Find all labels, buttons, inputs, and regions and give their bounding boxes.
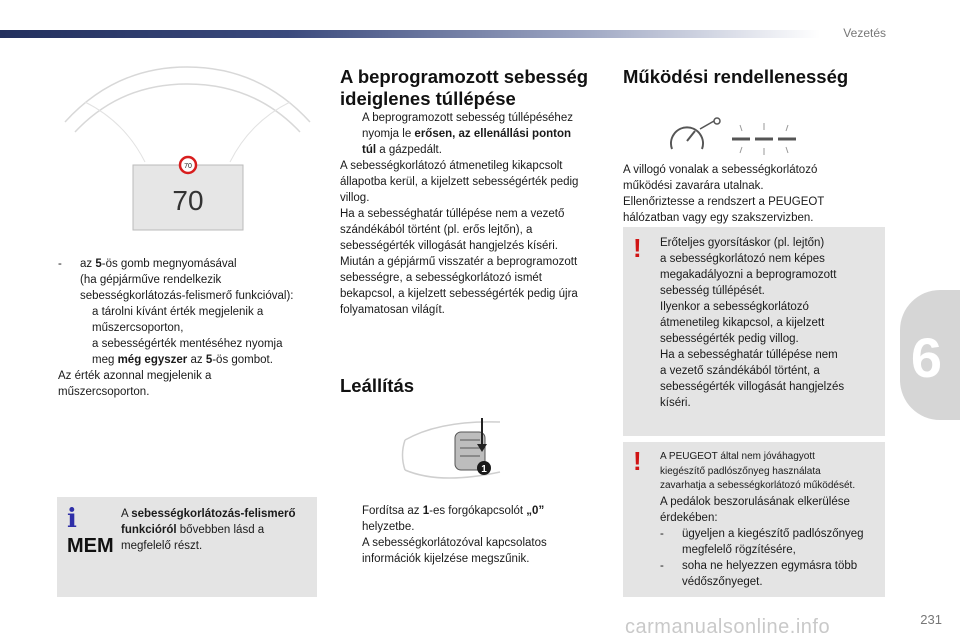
list-item: - ügyeljen a kiegészítő padlószőnyeg	[660, 527, 864, 540]
body-text: állapotba kerül, a kijelzett sebességérték pedig	[340, 176, 579, 188]
body-text: szándékából történt (pl. erős lejtőn), a	[340, 224, 533, 236]
body-text: Miután a gépjármű visszatér a beprogramozott	[340, 256, 578, 268]
list-item: Fordítsa az 1-es forgókapcsolót „0”	[340, 503, 605, 519]
list-item: - az 5-ös gomb megnyomásával	[58, 258, 237, 270]
section-heading-override: A beprogramozott sebesség ideiglenes túllépése	[340, 66, 589, 109]
list-item: - soha ne helyezzen egymásra több	[660, 559, 858, 572]
chapter-number: 6	[910, 326, 942, 389]
list-dash: -	[58, 258, 62, 270]
list-text: sebességkorlátozás-felismerő funkcióval):	[80, 290, 294, 302]
stop-instructions: Fordítsa az 1-es forgókapcsolót „0” helyzetbe. A sebességkorlátozóval kapcsolatos információk kijelzése megszűnik.	[340, 503, 605, 567]
header-accent-bar	[0, 30, 820, 38]
warning-box	[623, 442, 885, 597]
body-text: műszercsoporton.	[58, 386, 150, 398]
section-title: Vezetés	[843, 26, 886, 40]
body-text: folyamatosan világít.	[340, 304, 445, 316]
list-text: műszercsoporton,	[92, 322, 184, 334]
watermark: carmanualsonline.info	[625, 616, 831, 638]
control-stalk-illustration	[400, 410, 510, 490]
sub-list-item: a sebességérték mentéséhez nyomja	[58, 336, 323, 352]
speed-sign-value: 70	[184, 163, 192, 170]
speed-display-value: 70	[172, 185, 204, 216]
arrow-bullet-icon	[80, 304, 92, 320]
memory-instructions	[58, 256, 323, 400]
list-text: meg még egyszer az 5-ös gombot.	[92, 354, 273, 366]
arrow-bullet-icon	[80, 336, 92, 352]
sub-list-item: a tárolni kívánt érték megjelenik a	[58, 304, 323, 320]
svg-text:1: 1	[481, 464, 487, 475]
page-number: 231	[920, 612, 942, 627]
warning-icon: !	[633, 233, 642, 263]
list-item: A beprogramozott sebesség túllépéséhez	[340, 110, 605, 126]
section-heading-malfunction: Működési rendellenesség	[623, 66, 849, 87]
arrow-bullet-icon	[340, 503, 362, 519]
instrument-cluster-illustration	[55, 62, 320, 242]
body-text: Ha a sebességhatár túllépése nem a vezető	[340, 208, 565, 220]
info-text: A sebességkorlátozás-felismerő funkcióról bővebben lásd a megfelelő részt.	[121, 508, 296, 552]
body-text: villog.	[340, 192, 370, 204]
body-text: A sebességkorlátozó átmenetileg kikapcsolt	[340, 160, 563, 172]
speed-limiter-fault-icon	[662, 117, 802, 157]
body-text: bekapcsol, a kijelzett sebességérték pedig újra	[340, 288, 578, 300]
warning-icon: !	[633, 446, 642, 476]
body-text: sebességérték villogását hangjelzés kíséri.	[340, 240, 558, 252]
warning-box	[623, 227, 885, 436]
arrow-bullet-icon	[340, 110, 362, 126]
info-box	[57, 497, 317, 597]
section-heading-stop: Leállítás	[340, 375, 415, 396]
body-text: sebességre, a sebességkorlátozó ismét	[340, 272, 542, 284]
warning-text: A PEUGEOT által nem jóváhagyott kiegészítő padlószőnyeg használata zavarhatja a sebességkorlátozó működését. A pedálok beszorulásának elkerülése érdekében: - ügyeljen a kiegészítő padlószőnyeg megfelelő rögzítésére, - soha ne helyezzen egymásra több védőszőnyeget.	[660, 450, 882, 590]
body-text: Az érték azonnal megjelenik a	[58, 370, 212, 382]
malfunction-text: A villogó vonalak a sebességkorlátozó működési zavarára utalnak. Ellenőriztesse a rendszert a PEUGEOT hálózatban vagy egy szakszervizben.	[623, 164, 825, 224]
override-instructions: A beprogramozott sebesség túllépéséhez nyomja le erősen, az ellenállási ponton túl a gázpedált. A sebességkorlátozó átmenetileg kikapcsolt állapotba kerül, a kijelzett sebességérték pedig villog. Ha a sebességhatár túllépése nem a vezető szándékából történt (pl. erős lejtőn), a sebességérték villogását hangjelzés kíséri. Miután a gépjármű visszatér a beprogramozott sebességre, a sebességkorlátozó ismét bekapcsol, a kijelzett sebességérték pedig újra folyamatosan világít.	[340, 110, 605, 318]
info-icon: i	[67, 504, 77, 534]
mem-icon: MEM	[67, 535, 114, 557]
list-text: (ha gépjárműve rendelkezik	[80, 274, 222, 286]
warning-text: Erőteljes gyorsításkor (pl. lejtőn) a sebességkorlátozó nem képes megakadályozni a beprogramozott sebesség túllépését. Ilyenkor a sebességkorlátozó átmenetileg kikapcsol, a kijelzett sebességérték pedig villog. Ha a sebességhatár túllépése nem a vezető szándékából történt, a sebességérték villogását hangjelzés kíséri.	[660, 237, 845, 409]
